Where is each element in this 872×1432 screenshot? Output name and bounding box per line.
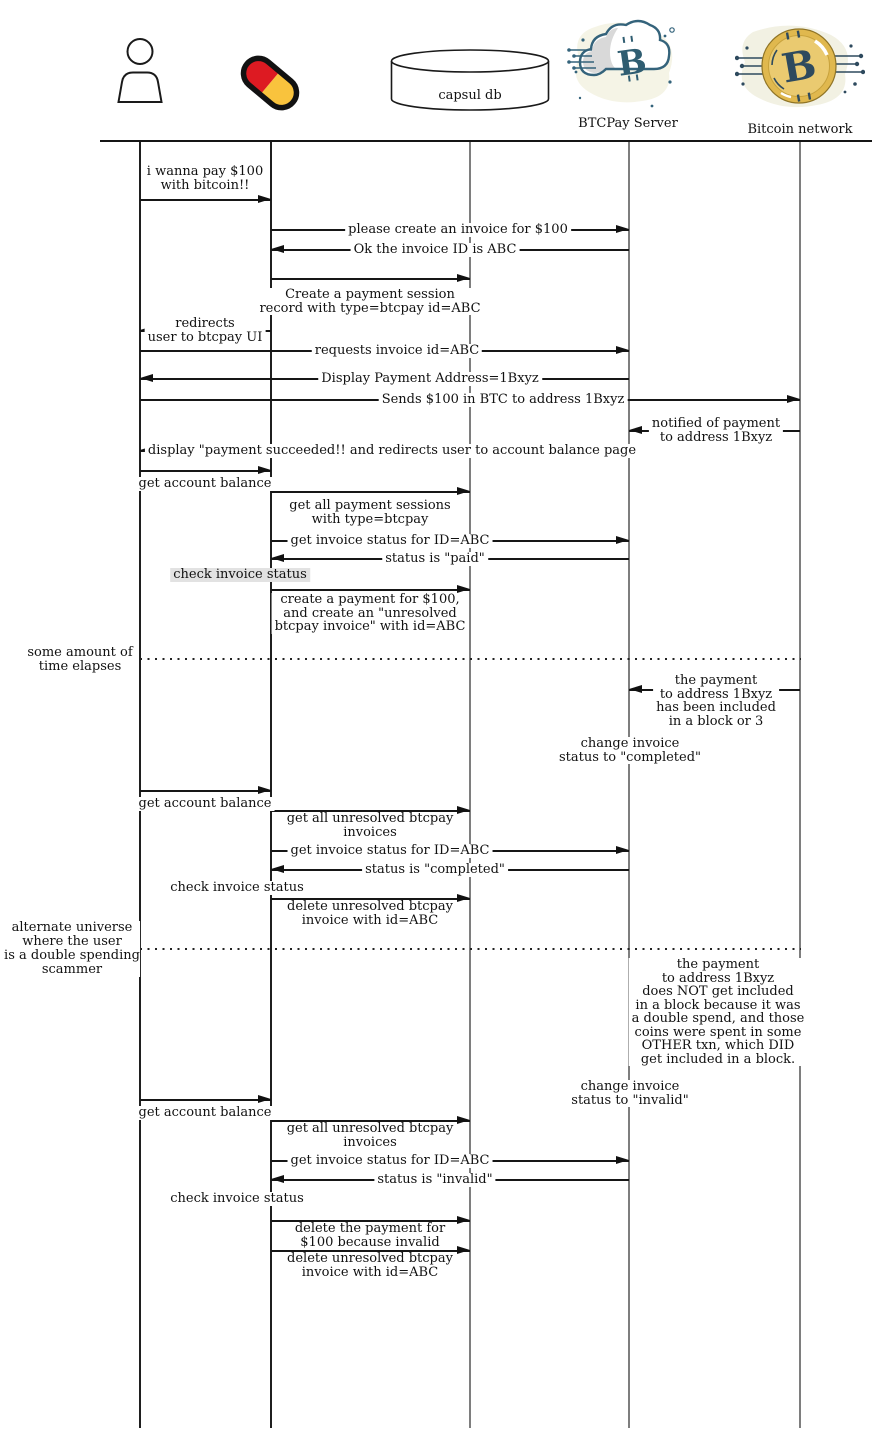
label-line: to address 1Bxyz [661, 970, 775, 986]
lifeline-btcpay-server [628, 142, 630, 1428]
message-label [144, 165, 266, 192]
label-line: redirects [175, 316, 235, 331]
note-change-invoice-status-completed [556, 737, 704, 764]
label-line: requests invoice id=ABC [314, 343, 480, 358]
label-line: and create an "unresolved [283, 605, 457, 621]
header-rule [100, 140, 872, 142]
message-arrowhead [271, 554, 284, 562]
message-arrowhead [271, 245, 284, 253]
message-line [140, 199, 271, 201]
message-arrowhead [271, 865, 284, 873]
message-line [271, 589, 470, 591]
message-line [271, 491, 470, 493]
label-line: alternate universe [11, 920, 133, 935]
label-line: with bitcoin!! [160, 177, 250, 193]
svg-text:B: B [615, 41, 650, 85]
label-line: status to "completed" [558, 749, 702, 765]
label-line: the payment [676, 957, 760, 972]
svg-text:B: B [778, 40, 820, 93]
message-label [145, 444, 639, 458]
message-label [649, 417, 783, 444]
label-line: invoice with id=ABC [301, 1264, 439, 1280]
message-label [284, 1252, 456, 1279]
separator-line [140, 658, 801, 660]
label-line: status is "paid" [385, 551, 485, 566]
message-label [284, 1122, 457, 1149]
label-line: Sends $100 in BTC to address 1Bxyz [381, 392, 625, 407]
message-arrowhead [457, 1246, 470, 1254]
label-line: status is "completed" [365, 862, 505, 877]
label-line: delete unresolved btcpay [287, 899, 453, 914]
message-label [272, 593, 469, 634]
message-label [136, 797, 275, 811]
message-label [379, 393, 628, 407]
label-line: get all unresolved btcpay [286, 1121, 454, 1136]
label-line: delete unresolved btcpay [287, 1251, 453, 1266]
message-label [382, 552, 488, 566]
message-label [292, 1222, 448, 1249]
message-arrowhead [616, 225, 629, 233]
btcpay-server-icon [566, 12, 690, 116]
label-line: display "payment succeeded!! and redirects user to account balance page [147, 443, 637, 458]
separator-label [4, 921, 140, 977]
message-label [653, 674, 779, 728]
label-line: Display Payment Address=1Bxyz [321, 371, 539, 386]
label-line: check invoice status [173, 567, 307, 582]
label-line: the payment [674, 673, 758, 688]
message-label [136, 477, 275, 491]
message-label [256, 288, 483, 315]
message-label [286, 499, 453, 526]
message-label [345, 223, 571, 237]
label-line: check invoice status [170, 880, 304, 895]
label-line: get account balance [138, 796, 272, 811]
message-arrowhead [457, 894, 470, 902]
label-line: does NOT get included [642, 984, 794, 999]
user-icon [112, 36, 168, 104]
message-arrowhead [616, 846, 629, 854]
label-line: user to btcpay UI [147, 329, 263, 345]
label-line: in a block because it was [635, 997, 801, 1013]
label-line: get included in a block. [640, 1051, 796, 1067]
label-line: to address 1Bxyz [659, 429, 773, 445]
message-label [284, 812, 457, 839]
message-arrowhead [258, 195, 271, 203]
label-line: OTHER txn, which DID [641, 1038, 795, 1053]
message-label [288, 1154, 493, 1168]
message-label [362, 863, 508, 877]
message-label [284, 900, 456, 927]
message-arrowhead [616, 536, 629, 544]
actor-label-btcpay-server: BTCPay Server [578, 116, 678, 131]
label-line: btcpay invoice" with id=ABC [274, 619, 466, 634]
message-arrowhead [457, 1216, 470, 1224]
label-line: in a block or 3 [668, 713, 764, 729]
message-arrowhead [457, 487, 470, 495]
label-line: a double spend, and those [631, 1011, 805, 1026]
message-arrowhead [616, 1156, 629, 1164]
message-arrowhead [457, 806, 470, 814]
message-arrowhead [629, 426, 642, 434]
label-line: with type=btcpay [311, 511, 429, 527]
label-line: some amount of [27, 645, 133, 660]
label-line: status is "invalid" [377, 1172, 493, 1187]
label-line: Create a payment session [285, 287, 455, 302]
message-line [140, 1099, 271, 1101]
label-line: is a double spending [4, 948, 140, 963]
message-line [140, 470, 271, 472]
label-line: $100 because invalid [300, 1234, 440, 1250]
label-line: coins were spent in some [634, 1024, 802, 1040]
message-arrowhead [457, 1116, 470, 1124]
label-line: get account balance [138, 1105, 272, 1120]
message-label [288, 844, 493, 858]
message-arrowhead [616, 346, 629, 354]
separator-label [27, 646, 132, 674]
label-line: change invoice [580, 736, 680, 751]
message-label [374, 1173, 495, 1187]
actor-label-capsul-db: capsul db [438, 88, 502, 103]
label-line: i wanna pay $100 [146, 164, 264, 179]
message-arrowhead [258, 786, 271, 794]
label-line: has been included [656, 700, 776, 715]
label-line: check invoice status [170, 1191, 304, 1206]
message-arrowhead [258, 1095, 271, 1103]
label-line: invoices [343, 824, 397, 840]
label-line: invoice with id=ABC [301, 912, 439, 928]
message-label [629, 958, 808, 1066]
check-invoice-status-1 [170, 568, 310, 582]
check-invoice-status-3 [167, 1192, 307, 1206]
label-line: Ok the invoice ID is ABC [353, 242, 517, 257]
label-line: create a payment for $100, [280, 592, 460, 607]
message-label [136, 1106, 275, 1120]
lifeline-capsul-app [270, 142, 272, 1428]
label-line: notified of payment [651, 416, 781, 431]
label-line: change invoice [580, 1079, 680, 1094]
lifeline-capsul-db [469, 142, 471, 1428]
label-line: get all payment sessions [289, 498, 451, 513]
actor-label-bitcoin-network: Bitcoin network [747, 122, 853, 137]
label-line: to address 1Bxyz [659, 686, 773, 702]
label-line: get invoice status for ID=ABC [290, 533, 490, 548]
label-line: record with type=btcpay id=ABC [259, 300, 481, 316]
label-line: where the user [22, 934, 122, 949]
label-line: time elapses [38, 659, 122, 674]
label-line: get invoice status for ID=ABC [290, 1153, 490, 1168]
message-label [351, 243, 520, 257]
message-label [145, 317, 266, 344]
bitcoin-network-icon [735, 18, 865, 118]
message-arrowhead [258, 466, 271, 474]
message-line [140, 790, 271, 792]
message-label [288, 534, 493, 548]
label-line: delete the payment for [294, 1221, 446, 1236]
label-line: get all unresolved btcpay [286, 811, 454, 826]
message-line [271, 278, 470, 280]
separator-line [140, 948, 801, 950]
message-label [318, 372, 542, 386]
capsul-app-icon [231, 44, 309, 122]
message-label [312, 344, 482, 358]
label-line: please create an invoice for $100 [348, 222, 568, 237]
check-invoice-status-2 [167, 881, 307, 895]
label-line: scammer [41, 962, 103, 977]
label-line: status to "invalid" [571, 1092, 689, 1108]
message-arrowhead [140, 374, 153, 382]
lifeline-bitcoin-network [799, 142, 801, 1428]
label-line: invoices [343, 1134, 397, 1150]
message-arrowhead [271, 1175, 284, 1183]
label-line: get account balance [138, 476, 272, 491]
lifeline-user [139, 142, 141, 1428]
message-arrowhead [629, 685, 642, 693]
label-line: get invoice status for ID=ABC [290, 843, 490, 858]
message-arrowhead [787, 395, 800, 403]
note-change-invoice-status-invalid [568, 1080, 691, 1107]
message-arrowhead [457, 274, 470, 282]
